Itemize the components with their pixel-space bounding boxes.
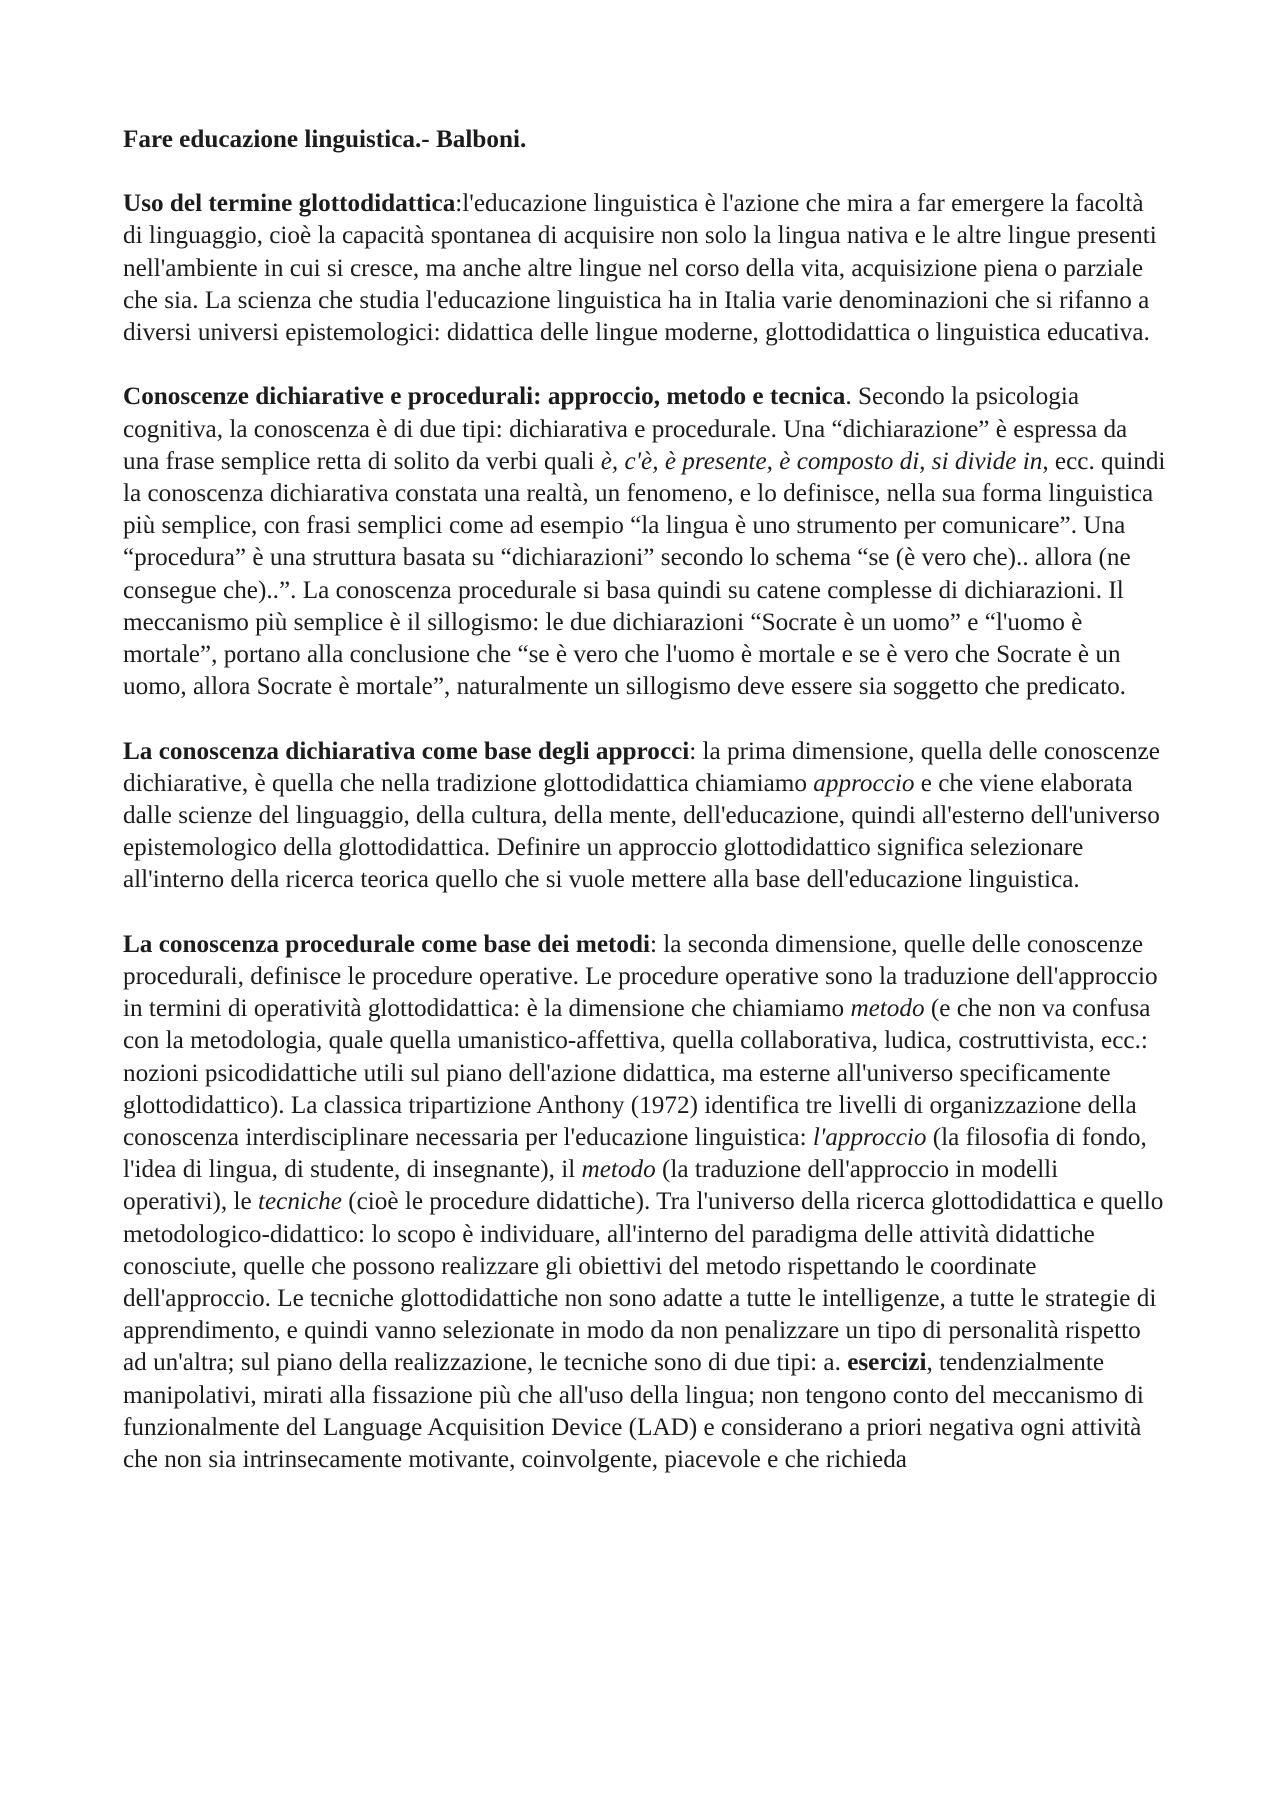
paragraph-conoscenze	[123, 381, 1168, 703]
paragraph-approcci	[123, 736, 1168, 897]
paragraph-heading: La conoscenza dichiarativa come base degli approcci	[123, 737, 690, 765]
paragraph-heading: Uso del termine glottodidattica	[123, 190, 456, 218]
paragraph-text: e che viene elaborata dalle scienze del linguaggio, della cultura, della mente, dell'educazione, quindi all'esterno dell'universo epistemologico della glottodidattica. Definire un approccio glottodidattico significa selezionare all'interno della ricerca teorica quello che si vuole mettere alla base dell'educazione linguistica.	[123, 769, 1160, 894]
paragraph-text: . Secondo la psicologia cognitiva, la conoscenza è di due tipi: dichiarativa e procedurale. Una “dichiarazione” è espressa da una frase semplice retta di solito da verbi quali	[123, 383, 1128, 475]
paragraph-text: :l'educazione linguistica è l'azione che mira a far emergere la facoltà di linguaggio, cioè la capacità spontanea di acquisire non solo la lingua nativa e le altre lingue presenti nell'ambiente in cui si cresce, ma anche altre lingue nel corso della vita, acquisizione piena o parziale che sia. La scienza che studia l'educazione linguistica ha in Italia varie denominazioni che si rifanno a diversi universi epistemologici: didattica delle lingue moderne, glottodidattica o linguistica educativa.	[123, 190, 1157, 347]
italic-text: tecniche	[257, 1188, 342, 1216]
italic-text: è, c'è, è presente, è composto di, si divide in	[600, 447, 1043, 475]
italic-text: l'approccio	[812, 1124, 927, 1152]
paragraph-text: (la traduzione dell'approccio in modelli operativi), le	[123, 1156, 1059, 1216]
paragraph-heading: La conoscenza procedurale come base dei metodi	[123, 930, 650, 958]
document-title: Fare educazione linguistica.- Balboni.	[123, 126, 527, 153]
paragraph-text: : la seconda dimensione, quelle delle conoscenze procedurali, definisce le procedure operative. Le procedure operative sono la traduzione dell'approccio in termini di operatività glottodidattica: è la dimensione che chiamiamo	[123, 930, 1158, 1023]
italic-text: metodo	[850, 995, 925, 1023]
paragraph-text: (la filosofia di fondo, l'idea di lingua, di studente, di insegnante), il	[123, 1124, 1147, 1184]
paragraph-metodi	[123, 929, 1168, 1476]
paragraph-text: : la prima dimensione, quella delle conoscenze dichiarative, è quella che nella tradizione glottodidattica chiamiamo	[123, 737, 1160, 797]
paragraph-text: , tendenzialmente manipolativi, mirati alla fissazione più che all'uso della lingua; non tengono conto del meccanismo di funzionalmente del Language Acquisition Device (LAD) e considerano a priori negativa ogni attività che non sia intrinsecamente motivante, coinvolgente, piacevole e che richieda	[123, 1349, 1144, 1474]
italic-text: metodo	[581, 1156, 656, 1184]
paragraph-text: , ecc. quindi la conoscenza dichiarativa constata una realtà, un fenomeno, e lo definisce, nella sua forma linguistica più semplice, con frasi semplici come ad esempio “la lingua è uno strumento per comunicare”. Una “procedura” è una struttura basata su “dichiarazioni” secondo lo schema “se (è vero che).. allora (ne consegue che)..”. La conoscenza procedurale si basa quindi su catene complesse di dichiarazioni. Il meccanismo più semplice è il sillogismo: le due dichiarazioni “Socrate è un uomo” e “l'uomo è mortale”, portano alla conclusione che “se è vero che l'uomo è mortale e se è vero che Socrate è un uomo, allora Socrate è mortale”, naturalmente un sillogismo deve essere sia soggetto che predicato.	[123, 447, 1166, 701]
paragraph-text: (e che non va confusa con la metodologia, quale quella umanistico-affettiva, quella collaborativa, ludica, costruttivista, ecc.: nozioni psicodidattiche utili sul piano dell'azione didattica, ma esterne all'universo specificamente glottodidattico). La classica tripartizione Anthony (1972) identifica tre livelli di organizzazione della conoscenza interdisciplinare necessaria per l'educazione linguistica:	[123, 995, 1151, 1152]
paragraph-text: (cioè le procedure didattiche). Tra l'universo della ricerca glottodidattica e quello metodologico-didattico: lo scopo è individuare, all'interno del paradigma delle attività didattiche conosciute, quelle che possono realizzare gli obiettivi del metodo rispettando le coordinate dell'approccio. Le tecniche glottodidattiche non sono adatte a tutte le intelligenze, a tutte le strategie di apprendimento, e quindi vanno selezionate in modo da non penalizzare un tipo di personalità rispetto ad un'altra; sul piano della realizzazione, le tecniche sono di due tipi: a.	[123, 1188, 1164, 1377]
italic-text: approccio	[813, 769, 915, 797]
document-body	[123, 124, 1168, 1508]
bold-term: esercizi	[847, 1349, 927, 1377]
paragraph-glottodidattica	[123, 188, 1168, 349]
paragraph-heading: Conoscenze dichiarative e procedurali: approccio, metodo e tecnica	[123, 383, 846, 411]
